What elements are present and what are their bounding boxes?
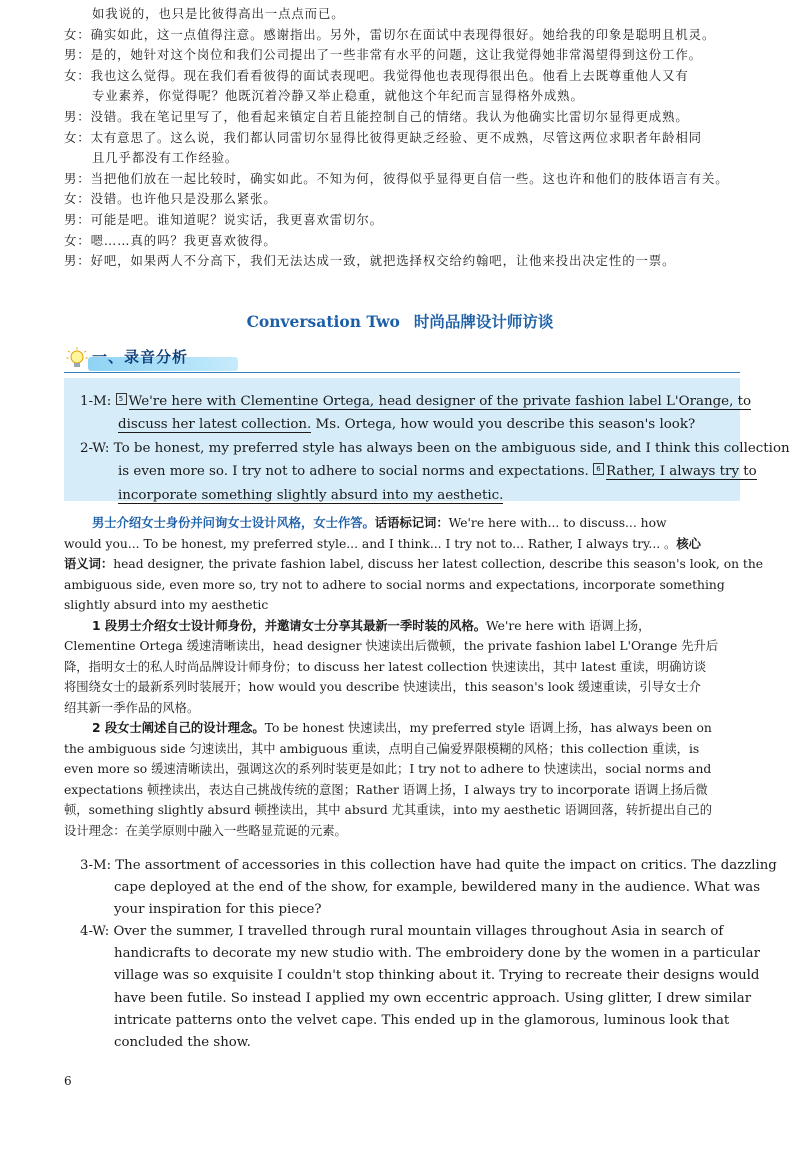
analysis-line xyxy=(64,718,740,739)
analysis-heading: 核心 xyxy=(676,536,701,551)
section-header xyxy=(64,341,740,375)
analysis-heading: 话语标记词： xyxy=(374,516,449,530)
analysis-line xyxy=(64,616,740,637)
text-line: 女：太有意思了。这么说，我们都认同雷切尔显得比彼得更缺乏经验、更不成熟，尽管这两位求职者年龄相同 xyxy=(64,129,702,145)
transcript-continued xyxy=(80,855,777,1054)
section-label: 一、录音分析 xyxy=(92,348,189,366)
section-header-rule xyxy=(64,372,740,373)
text-line: village was so exquisite I couldn't stop thinking about it. Trying to recreate their designs would xyxy=(114,968,760,984)
conversation-title-zh: 时尚品牌设计师访谈 xyxy=(413,313,554,331)
text-line: 且几乎都没有工作经验。 xyxy=(92,150,239,166)
analysis-text: We're here with... to discuss... how xyxy=(448,516,667,530)
text-line: 男：可能是吧。谁知道呢？说实话，我更喜欢雷切尔。 xyxy=(64,211,383,227)
conversation-title-en: Conversation Two xyxy=(246,312,400,331)
text-line: your inspiration for this piece? xyxy=(114,902,322,918)
conversation-title xyxy=(0,310,800,332)
analysis-section xyxy=(64,513,764,841)
text-line: handicrafts to decorate my new studio with. The embroidery done by the women in a particular xyxy=(114,946,760,962)
text-line: 女：我也这么觉得。现在我们看看彼得的面试表现吧。我觉得他也表现得很出色。他看上去既尊重他人又有 xyxy=(64,67,689,83)
text-line: 女：确实如此，这一点值得注意。感谢指出。另外，雷切尔在面试中表现得很好。她给我的印象是聪明且机灵。 xyxy=(64,26,716,42)
analysis-line xyxy=(64,513,740,534)
analysis-line xyxy=(64,554,764,575)
page-number: 6 xyxy=(64,1074,72,1088)
underlined-text: We're here with Clementine Ortega, head designer of the private fashion label L'Orange, to xyxy=(128,394,752,409)
speaker-label: 1-M: xyxy=(80,394,116,409)
text-line: 男：当把他们放在一起比较时，确实如此。不知为何，彼得似乎显得更自信一些。这也许和他们的肢体语言有关。 xyxy=(64,170,729,186)
analysis-line: expectations 顿挫读出，表达自己挑战传统的意图；Rather 语调上扬，I always try to incorporate 语调上扬后微 xyxy=(64,782,708,797)
analysis-line: ambiguous side, even more so, try not to adhere to social norms and expectations, incorporate something xyxy=(64,577,725,592)
analysis-line: 绍其新一季作品的风格。 xyxy=(64,700,200,715)
text-line: 女：没错。也许他只是没那么紧张。 xyxy=(64,191,277,207)
analysis-heading: 语义词： xyxy=(64,557,114,571)
text-line: concluded the show. xyxy=(114,1034,251,1050)
text-line: cape deployed at the end of the show, for example, bewildered many in the audience. What was xyxy=(114,880,761,896)
analysis-text: To be honest 快速读出，my preferred style 语调上扬，has always been on xyxy=(264,721,712,735)
transcript-line xyxy=(80,484,730,507)
underlined-text: discuss her latest collection. xyxy=(118,417,312,433)
text-line: 男：是的，她针对这个岗位和我们公司提出了一些非常有水平的问题，这让我觉得她非常渴望得到这份工作。 xyxy=(64,47,702,63)
underlined-text: incorporate something slightly absurd into my aesthetic. xyxy=(118,487,504,503)
text-line: have been futile. So instead I applied my own eccentric approach. Using glitter, I drew similar xyxy=(114,990,752,1006)
analysis-line: slightly absurd into my aesthetic xyxy=(64,598,269,612)
text-line: intricate patterns onto the velvet cape. This ended up in the glamorous, luminous look that xyxy=(114,1012,730,1028)
analysis-summary: 男士介绍女士身份并问询女士设计风格，女士作答。 xyxy=(92,516,375,530)
analysis-line: 顿，something slightly absurd 顿挫读出，其中 absurd 尤其重读，into my aesthetic 语调回落，转折提出自己的 xyxy=(64,803,713,817)
analysis-line xyxy=(64,534,740,555)
paragraph-marker-6: 6 xyxy=(593,463,604,475)
analysis-line: 将围绕女士的最新系列时装展开；how would you describe 快速读出，this season's look 缓速重读，引导女士介 xyxy=(64,680,701,694)
text-line: 女：嗯……真的吗？我更喜欢彼得。 xyxy=(64,232,277,248)
text-line: 男：好吧，如果两人不分高下，我们无法达成一致，就把选择权交给约翰吧，让他来投出决定性的一票。 xyxy=(64,253,676,269)
analysis-line: 降，指明女士的私人时尚品牌设计师身份；to discuss her latest collection 快速读出，其中 latest 重读，明确访谈 xyxy=(64,659,707,674)
analysis-text: We're here with 语调上扬， xyxy=(486,618,651,633)
transcript-line xyxy=(80,460,757,483)
analysis-line: Clementine Ortega 缓速清晰读出，head designer 快速读出后微顿，the private fashion label L'Orange 先升后 xyxy=(64,639,719,653)
text-line: 男：没错。我在笔记里写了，他看起来镇定自若且能控制自己的情绪。我认为他确实比雷切尔显得更成熟。 xyxy=(64,108,689,124)
analysis-heading: 1 段男士介绍女士设计师身份，并邀请女士分享其最新一季时装的风格。 xyxy=(92,618,487,633)
analysis-line: even more so 缓速清晰读出，强调这次的系列时装更是如此；I try not to adhere to 快速读出，social norms and xyxy=(64,762,712,776)
analysis-line: 设计理念：在美学原则中融入一些略显荒诞的元素。 xyxy=(64,823,347,838)
paragraph-marker-5: 5 xyxy=(116,393,127,405)
dialogue-chinese xyxy=(64,4,744,272)
transcript-text: Ms. Ortega, how would you describe this season's look? xyxy=(311,417,696,433)
analysis-line: the ambiguous side 匀速读出，其中 ambiguous 重读，点明自己偏爱界限模糊的风格；this collection 重读，is xyxy=(64,741,700,756)
text-line: 4-W: Over the summer, I travelled through rural mountain villages throughout Asia in search of xyxy=(80,924,724,940)
transcript-line: 2-W: To be honest, my preferred style has always been on the ambiguous side, and I think this collection xyxy=(80,440,790,456)
analysis-text: head designer, the private fashion label, discuss her latest collection, describe this season's look, on the xyxy=(113,557,764,571)
text-line: 3-M: The assortment of accessories in this collection have had quite the impact on critics. The dazzling xyxy=(80,858,777,873)
underlined-text: Rather, I always try to xyxy=(605,464,757,480)
transcript-line xyxy=(80,413,730,436)
transcript-text: is even more so. I try not to adhere to social norms and expectations. xyxy=(118,464,593,480)
transcript-line xyxy=(80,390,752,413)
analysis-text: would you... To be honest, my preferred style... and I think... I try not to... Rather, I always try... 。 xyxy=(64,536,677,551)
lightbulb-icon xyxy=(66,347,88,371)
text-line: 专业素养，你觉得呢？他既沉着冷静又举止稳重，就他这个年纪而言显得格外成熟。 xyxy=(92,88,584,104)
analysis-heading: 2 段女士阐述自己的设计理念。 xyxy=(92,721,265,735)
transcript-excerpt xyxy=(80,390,790,507)
text-line: 如我说的，也只是比彼得高出一点点而已。 xyxy=(92,6,345,21)
